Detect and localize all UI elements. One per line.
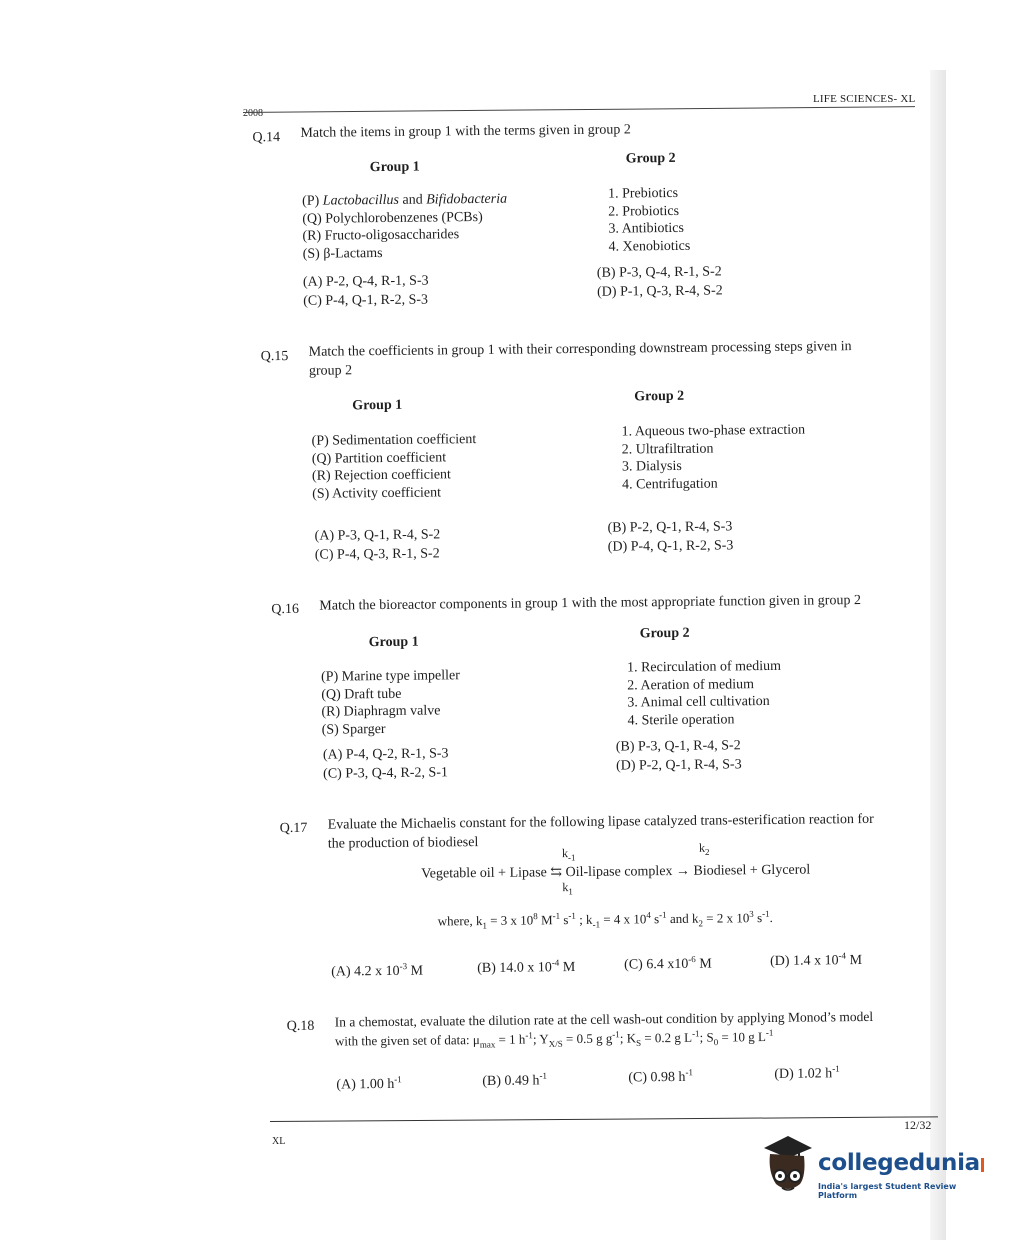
option-d: (D) 1.02 $h^{-1}$ <box>774 1063 840 1082</box>
page-edge-shadow <box>930 70 946 1240</box>
student-mascot-icon <box>760 1132 816 1202</box>
group1-item: (Q) Polychlorobenzenes (PCBs) <box>302 209 483 227</box>
group2-item: 4. Sterile operation <box>627 711 735 728</box>
question-text-line1: Evaluate the Michaelis constant for the following lipase catalyzed trans-esterification reaction for <box>327 811 874 833</box>
question-number: Q.14 <box>252 130 281 146</box>
option-a: (A) P-4, Q-2, R-1, S-3 <box>322 746 449 763</box>
rate-constant-k-minus1: $k_{-1}$ <box>561 846 576 863</box>
page-number: 12/32 <box>904 1118 932 1132</box>
group2-heading: Group 2 <box>634 388 685 405</box>
group2-item: 3. Dialysis <box>621 458 682 475</box>
question-number: Q.17 <box>279 820 308 837</box>
option-c: (C) P-4, Q-1, R-2, S-3 <box>303 292 429 309</box>
group1-item: (R) Fructo-oligosaccharides <box>302 227 460 244</box>
group2-heading: Group 2 <box>625 150 676 167</box>
option-c: (C) P-4, Q-3, R-1, S-2 <box>314 546 440 563</box>
group1-item: (Q) Partition coefficient <box>311 449 447 467</box>
rate-constants-values: where, $k_1 = 3$ x $10^8$ $M^{-1}$ $s^{-1}$ ; $k_{-1} = 4$ x $10^4$ $s^{-1}$ and $k_2 = 2$ x $10^3$ $s^{-1}$. <box>437 908 773 931</box>
question-number: Q.15 <box>260 349 289 365</box>
group2-list <box>621 422 805 494</box>
options-left <box>323 744 449 783</box>
group2-item: 1. Prebiotics <box>607 185 679 202</box>
group1-item: (P) Lactobacillus and Bifidobacteria <box>302 191 508 209</box>
group1-heading: Group 1 <box>352 397 403 414</box>
group2-item: 4. Centrifugation <box>622 476 718 493</box>
group1-item: (R) Diaphragm valve <box>321 703 441 720</box>
group1-item: (R) Rejection coefficient <box>311 467 451 484</box>
question-text: Match the items in group 1 with the terms given in group 2 <box>300 122 631 141</box>
options-left <box>315 525 441 564</box>
rate-constant-k2: $k_2$ <box>698 840 710 858</box>
question-text: Match the bioreactor components in group 1 with the most appropriate function given in group 2 <box>319 593 862 614</box>
question-text-line2: with the given set of data: $\mu_{max} = 1$ $h^{-1}$; $Y_{X/S} = 0.5$ g $g^{-1}$; $K_S = 0.2$ g $L^{-1}$; $S_0 = 10$ g $L^{-1}$ <box>334 1027 774 1050</box>
group1-item: (S) β-Lactams <box>302 245 383 262</box>
option-b: (B) P-3, Q-1, R-4, S-2 <box>615 738 741 755</box>
question-text-line1: In a chemostat, evaluate the dilution rate at the cell wash-out condition by applying Monod’s model <box>334 1008 874 1030</box>
group1-item: (P) Sedimentation coefficient <box>311 432 477 449</box>
options-right <box>607 517 733 556</box>
group1-item: (Q) Draft tube <box>321 686 402 703</box>
options-left <box>303 272 429 311</box>
question-text-line2: group 2 <box>308 363 353 379</box>
group2-item: 4. Xenobiotics <box>608 238 691 255</box>
reaction-equation: Vegetable oil + Lipase ⇆ Oil-lipase complex → Biodiesel + Glycerol <box>421 862 811 882</box>
forward-arrow-icon: → <box>675 863 691 879</box>
group1-list <box>312 431 477 503</box>
question-text-line2: the production of biodiesel <box>327 835 479 852</box>
footer-rule <box>270 1116 938 1122</box>
options-right <box>616 736 742 775</box>
option-d: (D) P-4, Q-1, R-2, S-3 <box>607 538 734 555</box>
option-b: (B) P-2, Q-1, R-4, S-3 <box>607 519 733 536</box>
group1-list <box>302 191 508 263</box>
option-b: (B) 0.49 $h^{-1}$ <box>482 1070 548 1090</box>
logo-name: collegedunia <box>818 1150 980 1176</box>
option-d: (D) P-2, Q-1, R-4, S-3 <box>615 757 742 774</box>
group2-item: 2. Aeration of medium <box>627 676 755 693</box>
question-number: Q.18 <box>286 1018 315 1035</box>
group2-item: 3. Antibiotics <box>608 220 684 237</box>
header-year: 2008 <box>243 108 263 119</box>
option-a: (A) P-3, Q-1, R-4, S-2 <box>314 527 441 544</box>
question-text-line1: Match the coefficients in group 1 with their corresponding downstream processing steps given in <box>308 339 852 360</box>
option-c: (C) 0.98 $h^{-1}$ <box>628 1067 693 1086</box>
group2-item: 2. Ultrafiltration <box>621 441 714 458</box>
option-c: (C) 6.4 $x10^{-6}$ M <box>624 954 712 973</box>
logo-tagline: India's largest Student Review Platform <box>818 1182 957 1200</box>
group1-item: (S) Activity coefficient <box>312 484 442 502</box>
group2-list <box>608 185 690 256</box>
options-right <box>597 262 723 301</box>
group1-heading: Group 1 <box>369 159 420 176</box>
group2-item: 1. Recirculation of medium <box>626 658 782 676</box>
group1-list <box>321 667 461 738</box>
group2-item: 2. Probiotics <box>608 203 680 220</box>
group2-item: 1. Aqueous two-phase extraction <box>621 422 806 440</box>
option-a: (A) 4.2 x $10^{-3}$ M <box>331 961 424 980</box>
header-rule <box>243 106 915 113</box>
group2-item: 3. Animal cell cultivation <box>627 693 770 711</box>
group1-item: (P) Marine type impeller <box>321 668 460 685</box>
group2-heading: Group 2 <box>639 625 690 642</box>
group1-item: (S) Sparger <box>321 721 386 738</box>
option-c: (C) P-3, Q-4, R-2, S-1 <box>323 765 449 782</box>
header-subject: LIFE SCIENCES- XL <box>813 93 916 105</box>
group1-heading: Group 1 <box>368 634 419 651</box>
logo-accent <box>981 1158 984 1172</box>
option-b: (B) P-3, Q-4, R-1, S-2 <box>596 264 722 281</box>
footer-code: XL <box>272 1136 286 1147</box>
option-d: (D) P-1, Q-3, R-4, S-2 <box>597 283 723 300</box>
equilibrium-arrow-icon: ⇆ <box>550 865 563 881</box>
rate-constant-k1: $k_1$ <box>562 880 573 897</box>
option-d: (D) 1.4 x $10^{-4}$ M <box>770 950 863 969</box>
group2-list <box>627 658 782 730</box>
collegedunia-logo <box>760 1132 990 1202</box>
option-b: (B) 14.0 x $10^{-4}$ M <box>477 957 576 977</box>
option-a: (A) P-2, Q-4, R-1, S-3 <box>302 273 429 290</box>
option-a: (A) 1.00 $h^{-1}$ <box>336 1074 402 1093</box>
question-number: Q.16 <box>271 601 300 618</box>
